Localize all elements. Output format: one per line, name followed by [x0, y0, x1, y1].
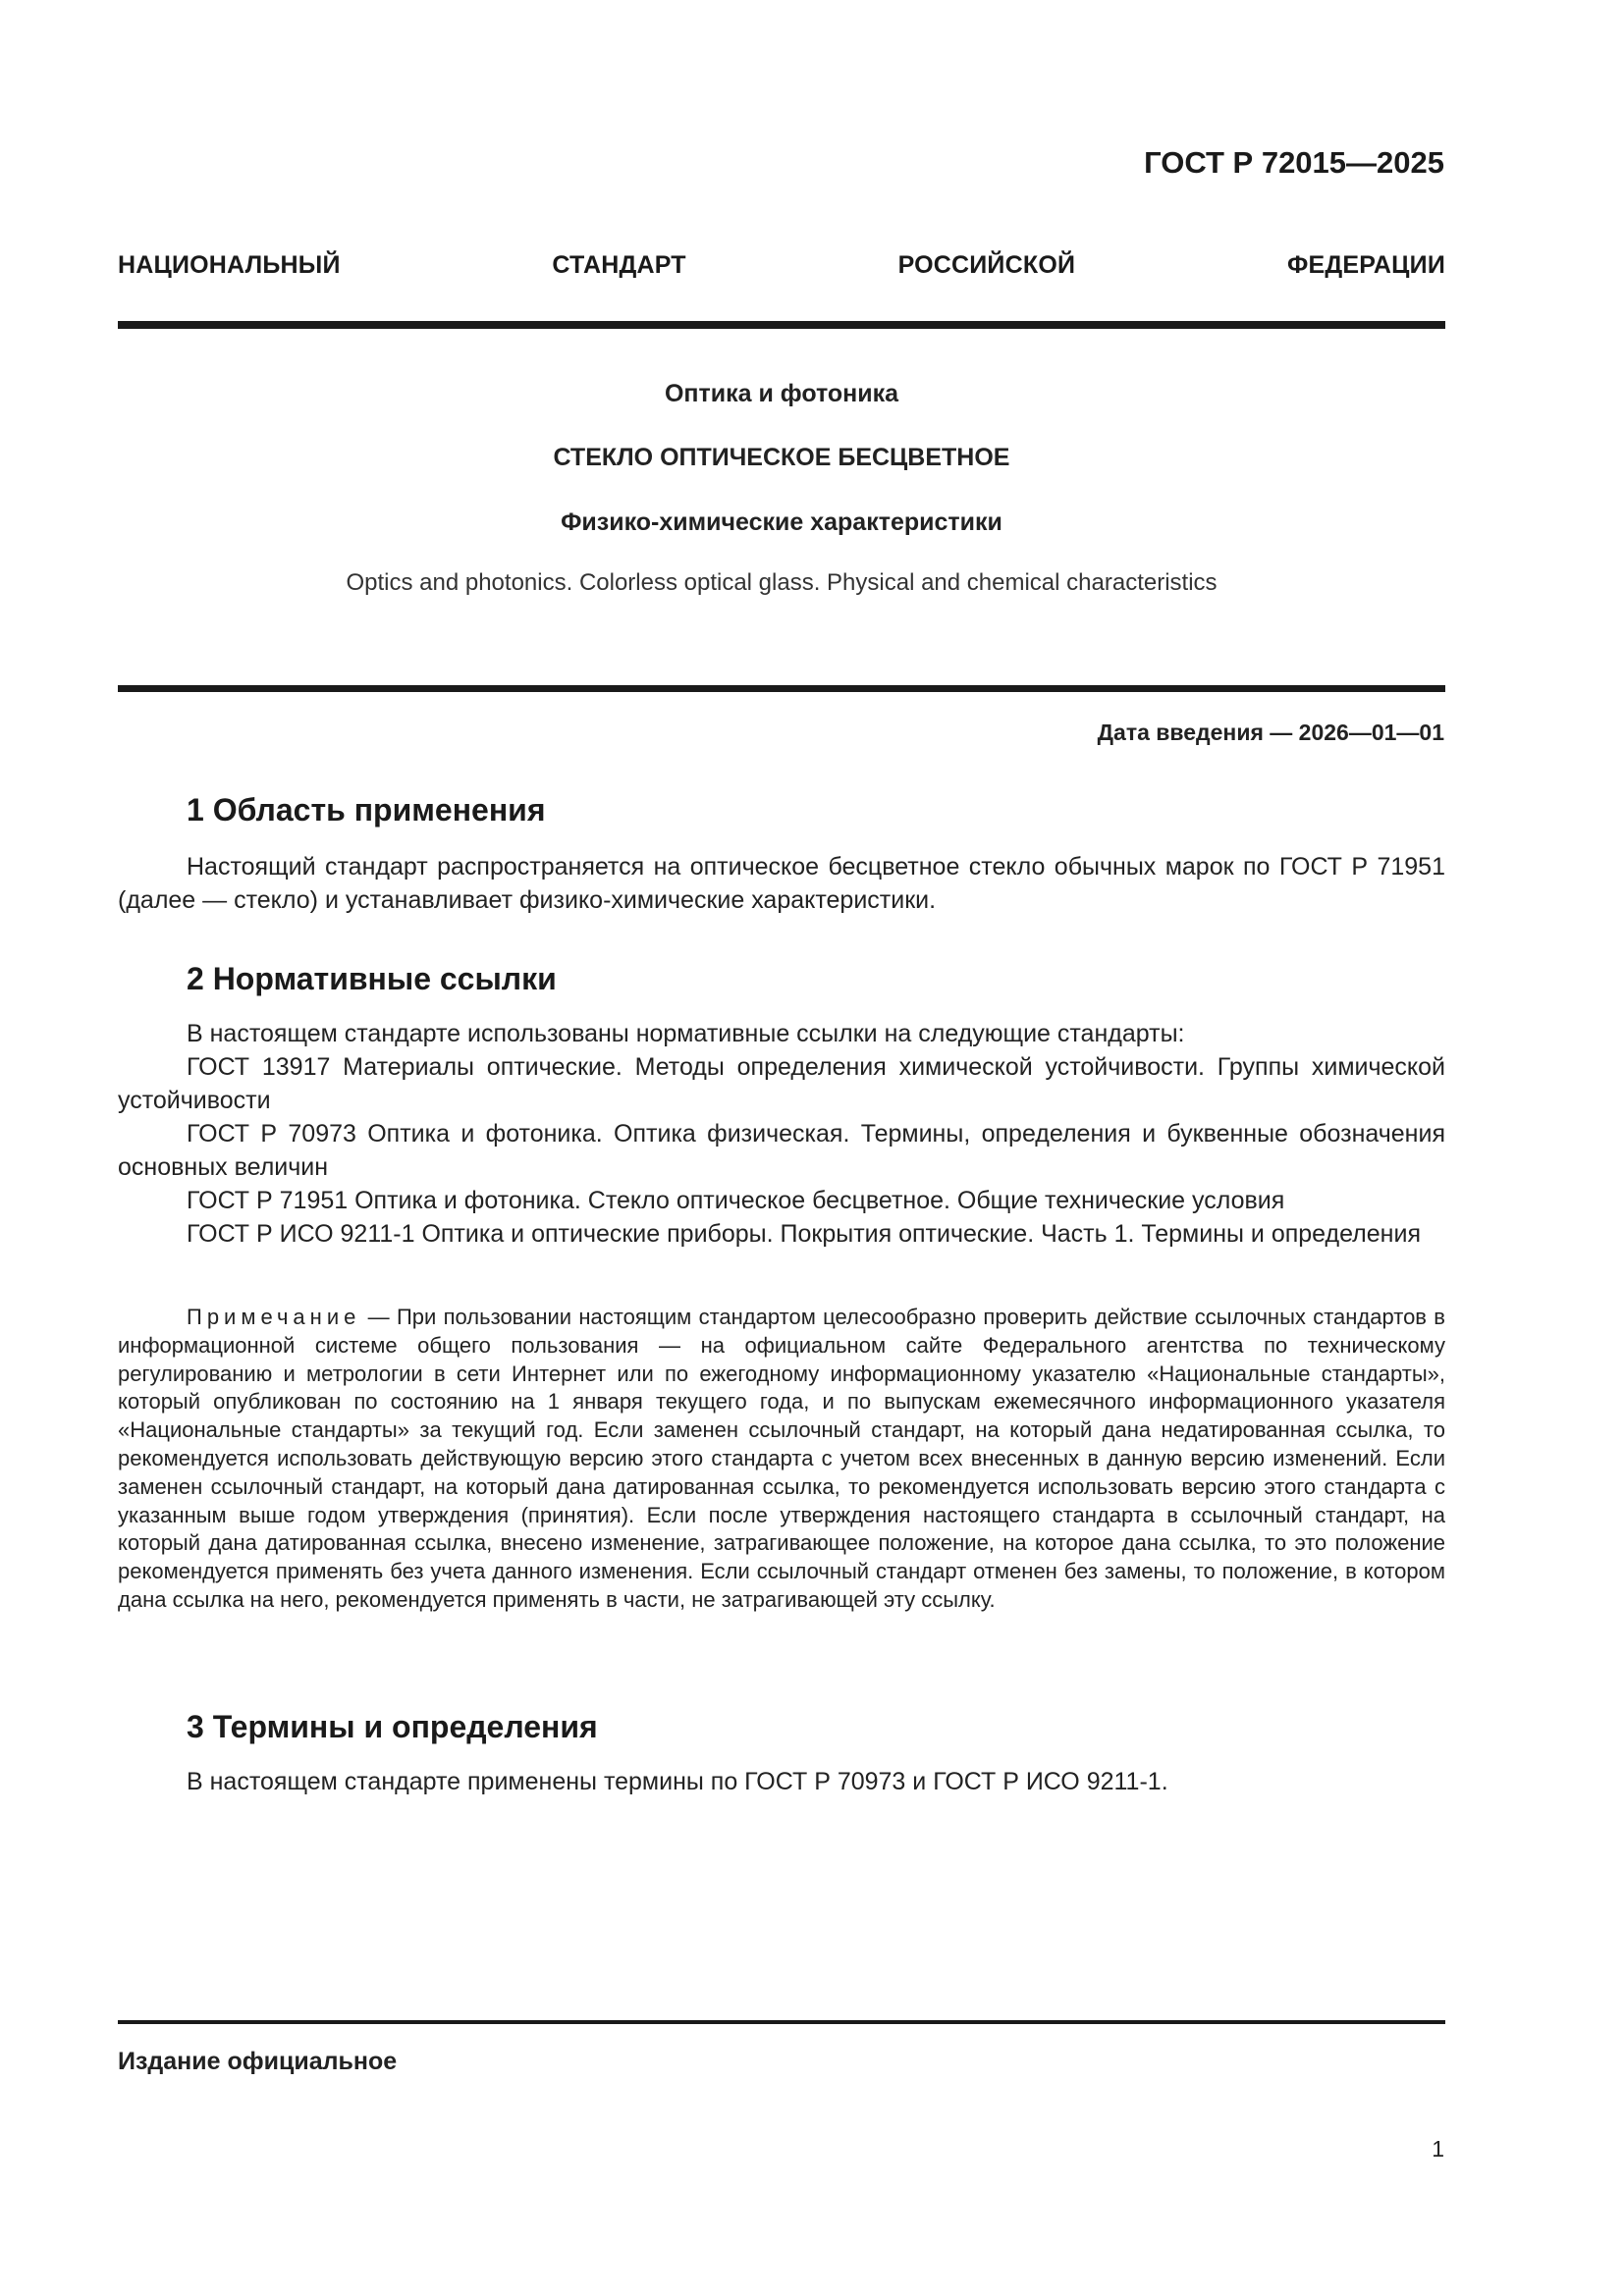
- reference-item: ГОСТ Р ИСО 9211-1 Оптика и оптические приборы. Покрытия оптические. Часть 1. Термины и определения: [187, 1220, 1421, 1248]
- reference-item: ГОСТ Р 71951 Оптика и фотоника. Стекло оптическое бесцветное. Общие технические условия: [187, 1187, 1285, 1214]
- section-2-title: 2 Нормативные ссылки: [187, 961, 557, 996]
- title-line-2: СТЕКЛО ОПТИЧЕСКОЕ БЕСЦВЕТНОЕ: [553, 444, 1010, 471]
- section-3-title: 3 Термины и определения: [187, 1709, 598, 1744]
- top-divider: [118, 321, 1445, 329]
- title-divider: [118, 685, 1445, 692]
- note-label: Примечание: [187, 1305, 361, 1329]
- official-edition-label: Издание официальное: [118, 2048, 398, 2075]
- section-2-refs: [118, 1017, 1445, 1251]
- section-2-intro: В настоящем стандарте использованы нормативные ссылки на следующие стандарты:: [187, 1020, 1185, 1047]
- title-line-3: Физико-химические характеристики: [561, 508, 1002, 536]
- section-1-paragraph: Настоящий стандарт распространяется на оптическое бесцветное стекло обычных марок по ГОСТ Р 71951 (далее — стекло) и устанавливает физико-химические характеристики.: [118, 853, 1445, 914]
- section-1-title: 1 Область применения: [187, 792, 546, 828]
- national-standard-banner: НАЦИОНАЛЬНЫЙ СТАНДАРТ РОССИЙСКОЙ ФЕДЕРАЦИИ: [118, 251, 1445, 279]
- note-text: — При пользовании настоящим стандартом целесообразно проверить действие ссылочных стандартов в информационной системе общего пользования — на официальном сайте Федерального агентства по техническому регулированию и метрологии в сети Интернет или по ежегодному информационному указателю «Национальные стандарты», который опубликован по состоянию на 1 января текущего года, и по выпускам ежемесячного информационного указателя «Национальные стандарты» за текущий год. Если заменен ссылочный стандарт, на который дана недатированная ссылка, то рекомендуется использовать действующую версию этого стандарта с учетом всех внесенных в данную версию изменений. Если заменен ссылочный стандарт, на который дана датированная ссылка, то рекомендуется использовать версию этого стандарта с указанным выше годом утверждения (принятия). Если после утверждения настоящего стандарта в ссылочный стандарт, на который дана датированная ссылка, внесено изменение, затрагивающее положение, на которое дана ссылка, то это положение рекомендуется применять без учета данного изменения. Если ссылочный стандарт отменен без замены, то положение, в котором дана ссылка на него, рекомендуется применять в части, не затрагивающей эту ссылку.: [118, 1305, 1445, 1612]
- introduction-date: Дата введения — 2026—01—01: [1097, 720, 1444, 745]
- title-line-1: Оптика и фотоника: [664, 380, 899, 407]
- section-3-text: [118, 1765, 1445, 1798]
- section-3-paragraph: В настоящем стандарте применены термины по ГОСТ Р 70973 и ГОСТ Р ИСО 9211-1.: [187, 1768, 1168, 1795]
- section-2-note: [118, 1304, 1445, 1615]
- document-number: ГОСТ Р 72015—2025: [1144, 145, 1444, 180]
- reference-item: ГОСТ Р 70973 Оптика и фотоника. Оптика физическая. Термины, определения и буквенные обозначения основных величин: [118, 1120, 1445, 1181]
- title-english: Optics and photonics. Colorless optical glass. Physical and chemical characteristics: [346, 569, 1218, 596]
- section-1-text: [118, 850, 1445, 917]
- footer-divider: [118, 2020, 1445, 2024]
- page-number: 1: [1432, 2136, 1444, 2162]
- reference-item: ГОСТ 13917 Материалы оптические. Методы определения химической устойчивости. Группы химической устойчивости: [118, 1053, 1445, 1114]
